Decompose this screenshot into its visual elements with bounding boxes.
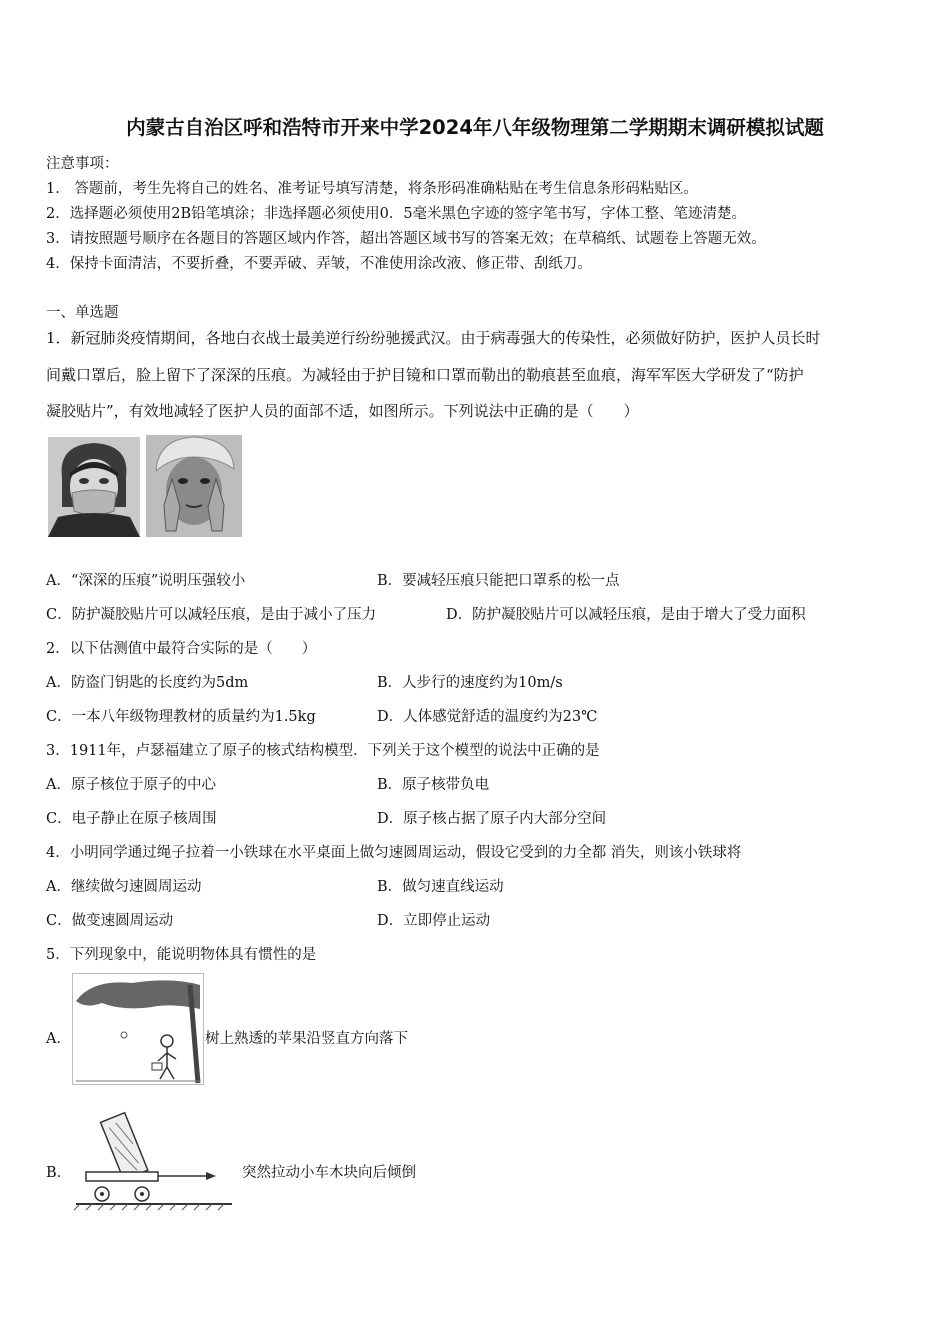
q1-stem-line: 1．新冠肺炎疫情期间，各地白衣战士最美逆行纷纷驰援武汉。由于病毒强大的传染性，必须做好防护，医护人员长时 bbox=[46, 329, 821, 347]
nurse-face-photo bbox=[146, 435, 242, 537]
q5-option-a-text: 树上熟透的苹果沿竖直方向落下 bbox=[205, 1031, 408, 1047]
q5-stem: 5．下列现象中，能说明物体具有惯性的是 bbox=[46, 947, 317, 963]
q5-option-b-text: 突然拉动小车木块向后倾倒 bbox=[242, 1165, 416, 1181]
q4-stem: 4．小明同学通过绳子拉着一小铁球在水平桌面上做匀速圆周运动，假设它受到的力全都 消失，则该小铁球将 bbox=[46, 845, 742, 861]
q3-option-b: B．原子核带负电 bbox=[377, 777, 490, 793]
q1-option-c: C．防护凝胶贴片可以减轻压痕，是由于减小了压力 bbox=[46, 607, 377, 623]
q2-option-d: D．人体感觉舒适的温度约为23℃ bbox=[377, 709, 598, 725]
q3-stem: 3．1911年，卢瑟福建立了原子的核式结构模型．下列关于这个模型的说法中正确的是 bbox=[46, 743, 600, 759]
q4-option-a: A．继续做匀速圆周运动 bbox=[46, 879, 202, 895]
q1-stem-line: 间戴口罩后，脸上留下了深深的压痕。为减轻由于护目镜和口罩而勒出的勒痕甚至血痕，海军军医大学研发了“防护 bbox=[46, 366, 804, 384]
notice-item: 1． 答题前，考生先将自己的姓名、准考证号填写清楚，将条形码准确粘贴在考生信息条形码粘贴区。 bbox=[46, 181, 698, 197]
notice-item: 3．请按照题号顺序在各题目的答题区域内作答，超出答题区域书写的答案无效；在草稿纸、试题卷上答题无效。 bbox=[46, 231, 766, 247]
q1-stem-line: 凝胶贴片”，有效地减轻了医护人员的面部不适，如图所示。下列说法中正确的是（ ） bbox=[46, 402, 639, 420]
q2-option-b: B．人步行的速度约为10m/s bbox=[377, 675, 563, 691]
q5-option-b-label: B． bbox=[46, 1165, 72, 1181]
notice-heading: 注意事项： bbox=[46, 156, 119, 172]
q1-option-a: A．“深深的压痕”说明压强较小 bbox=[46, 573, 246, 589]
page-title: 内蒙古自治区呼和浩特市开来中学2024年八年级物理第二学期期末调研模拟试题 bbox=[126, 116, 824, 139]
q4-option-c: C．做变速圆周运动 bbox=[46, 913, 174, 929]
q1-option-b: B．要减轻压痕只能把口罩系的松一点 bbox=[377, 573, 620, 589]
q3-option-a: A．原子核位于原子的中心 bbox=[46, 777, 216, 793]
q5-option-a-label: A． bbox=[46, 1031, 71, 1047]
apple-tree-illustration bbox=[72, 973, 204, 1085]
q2-option-c: C．一本八年级物理教材的质量约为1.5kg bbox=[46, 709, 316, 725]
q4-option-b: B．做匀速直线运动 bbox=[377, 879, 504, 895]
cart-block-illustration bbox=[72, 1106, 234, 1216]
q1-option-d: D．防护凝胶贴片可以减轻压痕，是由于增大了受力面积 bbox=[446, 607, 806, 623]
q2-option-a: A．防盗门钥匙的长度约为5dm bbox=[46, 675, 249, 691]
q4-option-d: D．立即停止运动 bbox=[377, 913, 491, 929]
q3-option-d: D．原子核占据了原子内大部分空间 bbox=[377, 811, 607, 827]
q2-stem: 2．以下估测值中最符合实际的是（ ） bbox=[46, 641, 317, 657]
notice-item: 2．选择题必须使用2B铅笔填涂；非选择题必须使用0．5毫米黑色字迹的签字笔书写，字体工整、笔迹清楚。 bbox=[46, 206, 747, 222]
nurse-mask-photo bbox=[48, 437, 140, 537]
section-heading: 一、单选题 bbox=[46, 305, 119, 321]
q3-option-c: C．电子静止在原子核周围 bbox=[46, 811, 217, 827]
notice-item: 4．保持卡面清洁，不要折叠，不要弄破、弄皱，不准使用涂改液、修正带、刮纸刀。 bbox=[46, 256, 592, 272]
